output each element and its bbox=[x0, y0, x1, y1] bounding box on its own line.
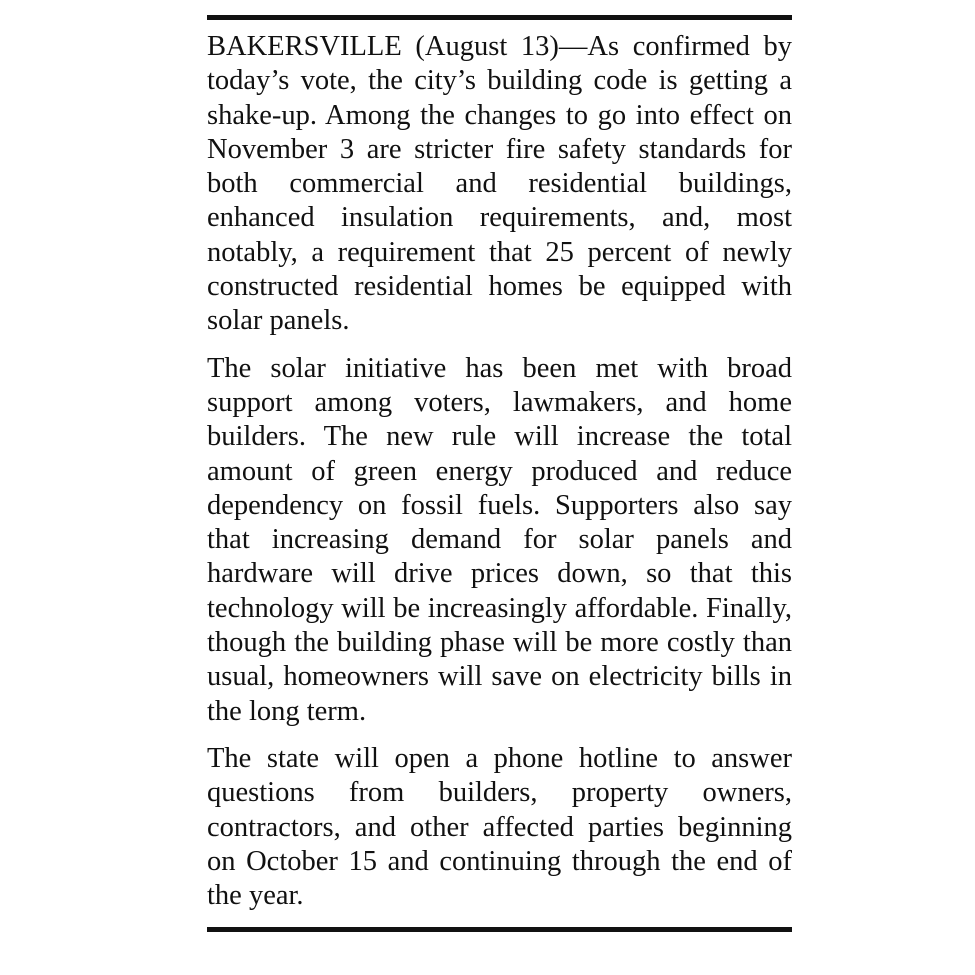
article-paragraph-3: The state will open a phone hotline to answer questions from builders, property owners, contractors, and other affected parties beginning on October 15 and continuing through the end of the year. bbox=[207, 742, 792, 912]
article-paragraph-1: BAKERSVILLE (August 13)—As confirmed by today’s vote, the city’s building code is getting a shake-up. Among the changes to go into effect on November 3 are stricter fire safety standards for both commercial and residential buildings, enhanced insulation requirements, and, most notably, a requirement that 25 percent of newly constructed residential homes be equipped with solar panels. bbox=[207, 31, 792, 337]
news-article bbox=[207, 15, 792, 932]
top-rule bbox=[207, 15, 792, 20]
article-paragraph-2: The solar initiative has been met with broad support among voters, lawmakers, and home builders. The new rule will increase the total amount of green energy produced and reduce dependency on fossil fuels. Supporters also say that increasing demand for solar panels and hardware will drive prices down, so that this technology will be increasingly affordable. Finally, though the building phase will be more costly than usual, homeowners will save on electricity bills in the long term. bbox=[207, 352, 792, 727]
bottom-rule bbox=[207, 927, 792, 932]
